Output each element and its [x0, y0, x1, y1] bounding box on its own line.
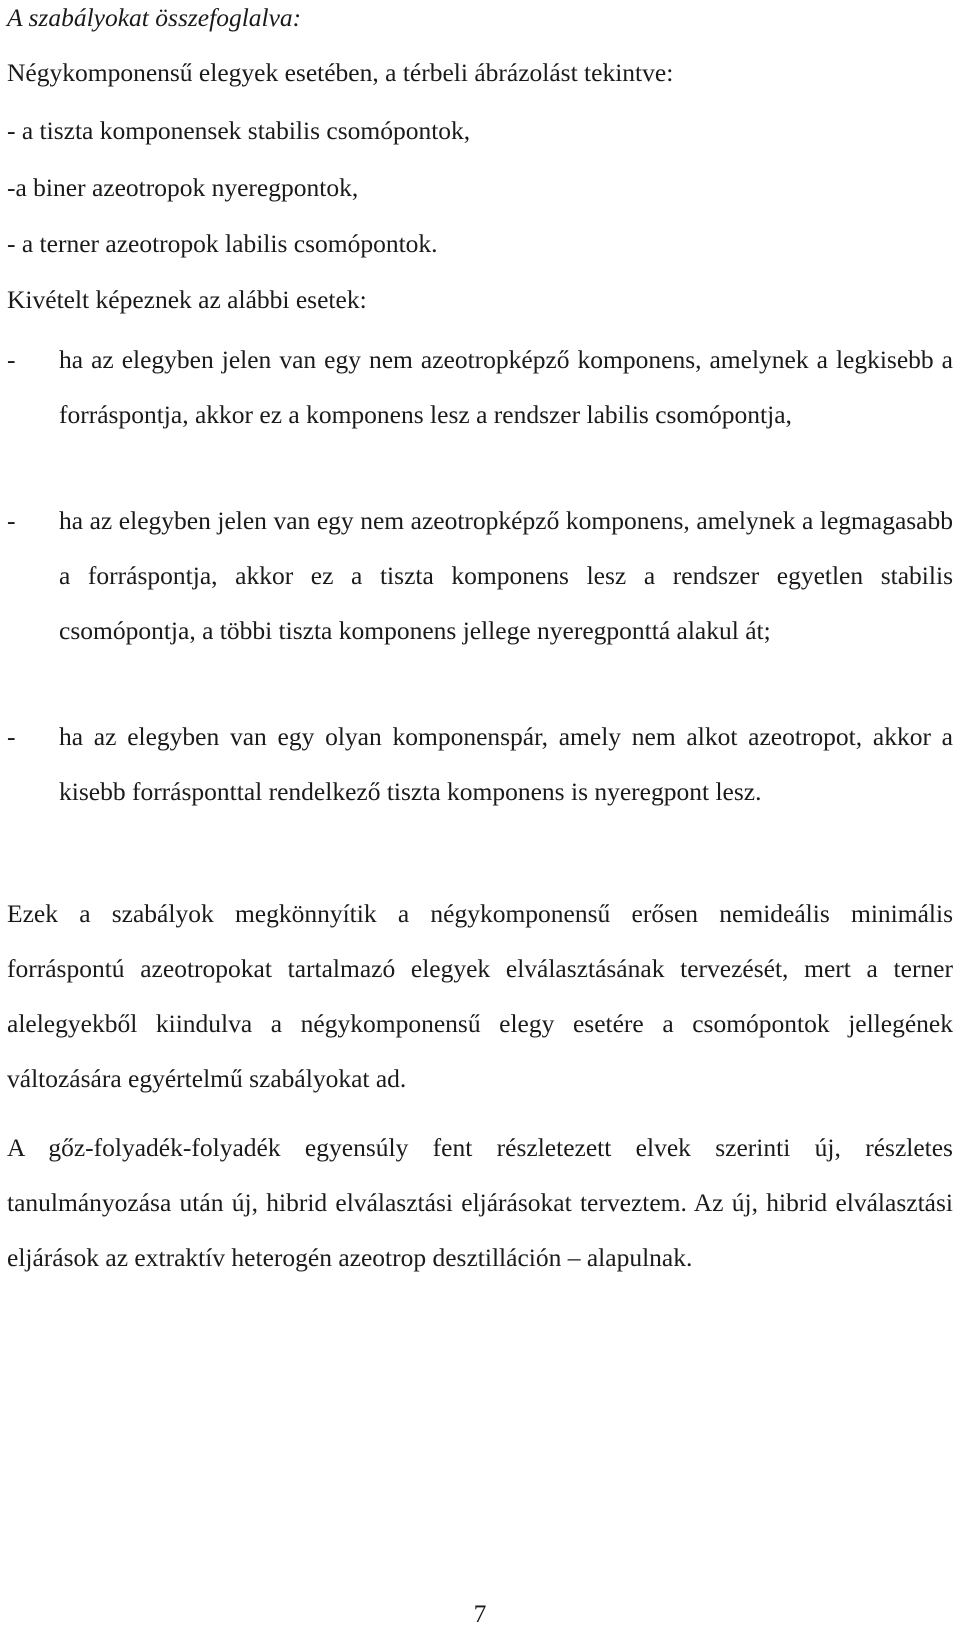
rule-line-3: - a terner azeotropok labilis csomópontok. [7, 229, 438, 258]
rule-line-1: - a tiszta komponensek stabilis csomópontok, [7, 116, 471, 145]
exception-dash-1: - [7, 345, 16, 374]
exception-item-3: ha az elegyben van egy olyan komponenspár, amely nem alkot azeotropot, akkor a kisebb forrásponttal rendelkező tiszta komponens is nyeregpont lesz. [59, 722, 953, 806]
exception-dash-3: - [7, 722, 16, 751]
exception-dash-2: - [7, 506, 16, 535]
exception-item-2: ha az elegyben jelen van egy nem azeotropképző komponens, amelynek a legmagasabb a forráspontja, akkor ez a tiszta komponens lesz a rendszer egyetlen stabilis csomópontja, a többi tiszta komponens jellege nyeregponttá alakul át; [59, 506, 953, 645]
paragraph-1: Ezek a szabályok megkönnyítik a négykomponensű erősen nemideális minimális forráspontú azeotropokat tartalmazó elegyek elválasztásának tervezését, mert a terner alelegyekből kiindulva a négykomponensű elegy esetére a csomópontok jellegének változására egyértelmű szabályokat ad. [7, 899, 953, 1093]
summary-heading: A szabályokat összefoglalva: [7, 3, 302, 32]
rule-line-2: -a biner azeotropok nyeregpontok, [7, 173, 359, 202]
intro-line: Négykomponensű elegyek esetében, a térbeli ábrázolást tekintve: [7, 58, 674, 87]
page-number: 7 [473, 1599, 487, 1628]
exceptions-heading: Kivételt képeznek az alábbi esetek: [7, 285, 367, 314]
exception-item-1: ha az elegyben jelen van egy nem azeotropképző komponens, amelynek a legkisebb a forráspontja, akkor ez a komponens lesz a rendszer labilis csomópontja, [59, 345, 953, 429]
paragraph-2: A gőz-folyadék-folyadék egyensúly fent részletezett elvek szerinti új, részletes tanulmányozása után új, hibrid elválasztási eljárásokat terveztem. Az új, hibrid elválasztási eljárások az extraktív heterogén azeotrop desztilláción – alapulnak. [7, 1133, 953, 1272]
